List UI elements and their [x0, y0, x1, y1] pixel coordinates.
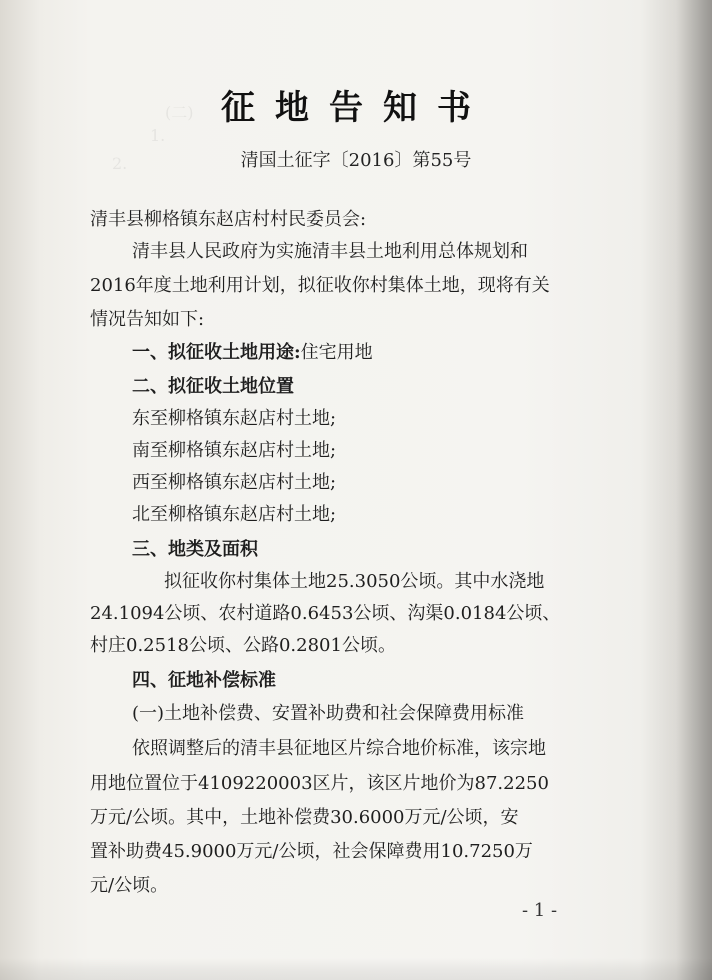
section1-value: 住宅用地 [300, 342, 373, 363]
section4-heading: 四、征地补偿标准 [132, 670, 276, 691]
bleed-through-text: (二) [165, 103, 194, 122]
bleed-through-text: 1. [150, 126, 166, 145]
section3-line-2: 24.1094公顷、农村道路0.6453公顷、沟渠0.0184公顷、 [90, 603, 561, 624]
intro-line-2: 2016年度土地利用计划，拟征收你村集体土地，现将有关 [90, 275, 550, 296]
location-west: 西至柳格镇东赵店村土地; [132, 472, 337, 493]
section3-line-1: 拟征收你村集体土地25.3050公顷。其中水浇地 [164, 571, 545, 592]
document-number: 清国土征字〔2016〕第55号 [240, 150, 472, 171]
bleed-through-text: 2. [112, 154, 128, 173]
section4-subheading: (一)土地补偿费、安置补助费和社会保障费用标准 [132, 703, 525, 724]
section4-line-2: 用地位置位于4109220003区片，该区片地价为87.2250 [90, 773, 549, 794]
section4-line-5: 元/公顷。 [90, 875, 169, 896]
intro-line-3: 情况告知如下: [90, 309, 205, 330]
location-south: 南至柳格镇东赵店村土地; [132, 440, 337, 461]
recipient: 清丰县柳格镇东赵店村村民委员会: [90, 209, 367, 230]
location-north: 北至柳格镇东赵店村土地; [132, 504, 337, 525]
document-title: 征地告知书 [221, 88, 491, 128]
page-bottom-shadow [0, 958, 712, 980]
page-number: - 1 - [522, 900, 558, 921]
section1-row [132, 344, 373, 362]
section4-line-4: 置补助费45.9000万元/公顷，社会保障费用10.7250万 [90, 841, 533, 862]
section4-line-3: 万元/公顷。其中，土地补偿费30.6000万元/公顷，安 [90, 807, 519, 828]
section1-heading: 一、拟征收土地用途: [132, 342, 301, 363]
section2-heading: 二、拟征收土地位置 [132, 376, 294, 397]
section3-line-3: 村庄0.2518公顷、公路0.2801公顷。 [90, 635, 396, 656]
location-east: 东至柳格镇东赵店村土地; [132, 408, 337, 429]
section3-heading: 三、地类及面积 [132, 539, 258, 560]
section4-line-1: 依照调整后的清丰县征地区片综合地价标准，该宗地 [132, 738, 546, 759]
intro-line-1: 清丰县人民政府为实施清丰县土地利用总体规划和 [132, 241, 528, 262]
